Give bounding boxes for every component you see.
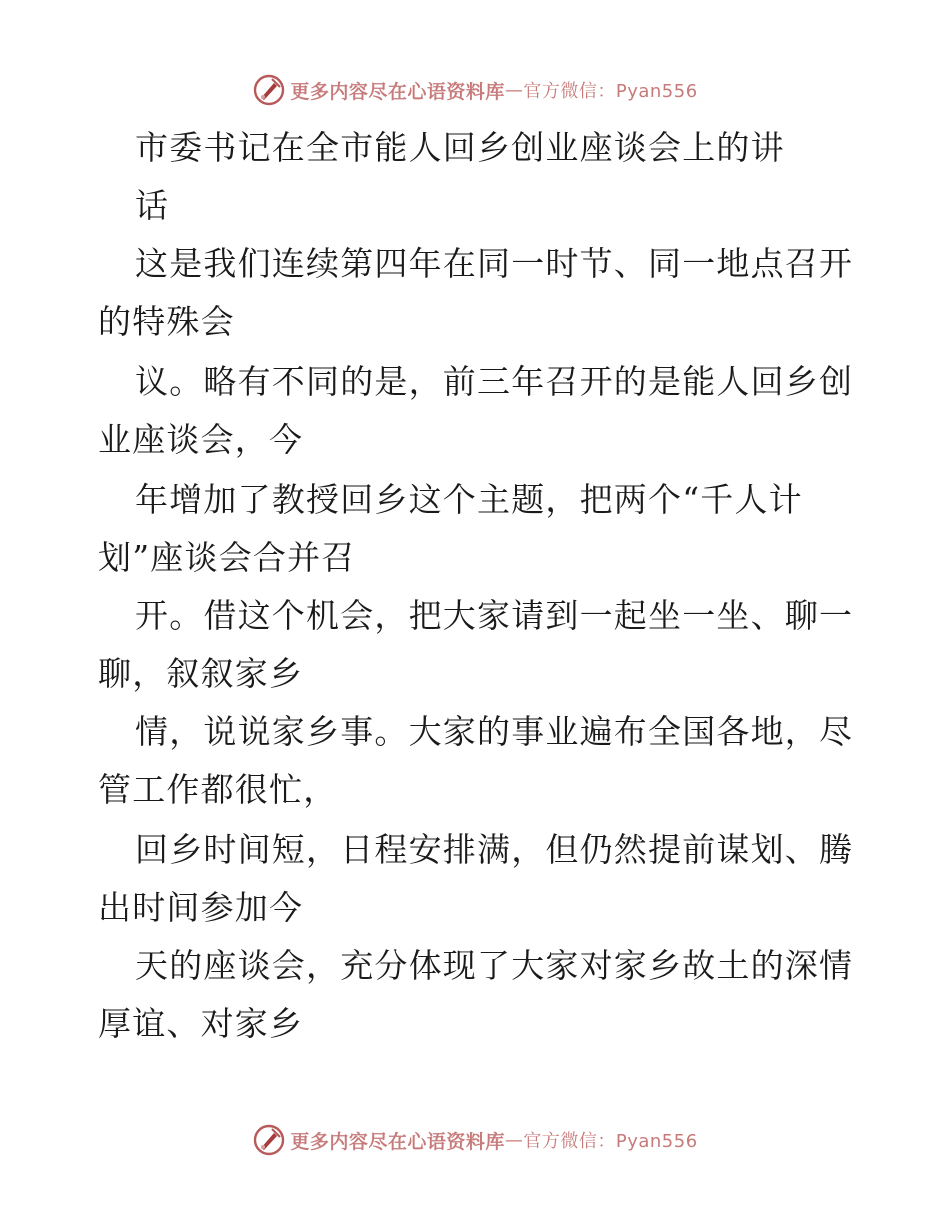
paragraph-line: 天的座谈会，充分体现了大家对家乡故土的深情 xyxy=(135,946,854,985)
paragraph-line: 管工作都很忙， xyxy=(98,770,338,809)
watermark-main-text: 更多内容尽在心语资料库 xyxy=(290,80,505,103)
paragraph-line: 议。略有不同的是，前三年召开的是能人回乡创 xyxy=(135,362,854,401)
watermark-dash: — xyxy=(504,1129,524,1151)
quill-seal-icon xyxy=(252,1123,286,1157)
watermark-sub-text: 官方微信：Pyan556 xyxy=(523,81,698,102)
footer-watermark xyxy=(0,1120,950,1160)
paragraph-line: 的特殊会 xyxy=(98,302,235,341)
paragraph-line: 这是我们连续第四年在同一时节、同一地点召开 xyxy=(135,244,854,283)
paragraph-line: 开。借这个机会，把大家请到一起坐一坐、聊一 xyxy=(135,596,854,635)
watermark-sub-text: 官方微信：Pyan556 xyxy=(523,1131,698,1152)
paragraph-line: 厚谊、对家乡 xyxy=(98,1004,304,1043)
paragraph-line: 出时间参加今 xyxy=(98,888,304,927)
paragraph-line: 情，说说家乡事。大家的事业遍布全国各地，尽 xyxy=(135,712,854,751)
paragraph-line: 业座谈会，今 xyxy=(98,420,304,459)
paragraph-line: 划”座谈会合并召 xyxy=(98,538,356,577)
watermark-main-text: 更多内容尽在心语资料库 xyxy=(290,1130,505,1153)
paragraph-line: 回乡时间短，日程安排满，但仍然提前谋划、腾 xyxy=(135,830,854,869)
document-title-line-2: 话 xyxy=(135,186,170,225)
paragraph-line: 年增加了教授回乡这个主题，把两个“千人计 xyxy=(135,480,803,519)
document-title-line-1: 市委书记在全市能人回乡创业座谈会上的讲 xyxy=(135,128,785,167)
watermark-dash: — xyxy=(504,79,524,101)
paragraph-line: 聊，叙叙家乡 xyxy=(98,654,304,693)
